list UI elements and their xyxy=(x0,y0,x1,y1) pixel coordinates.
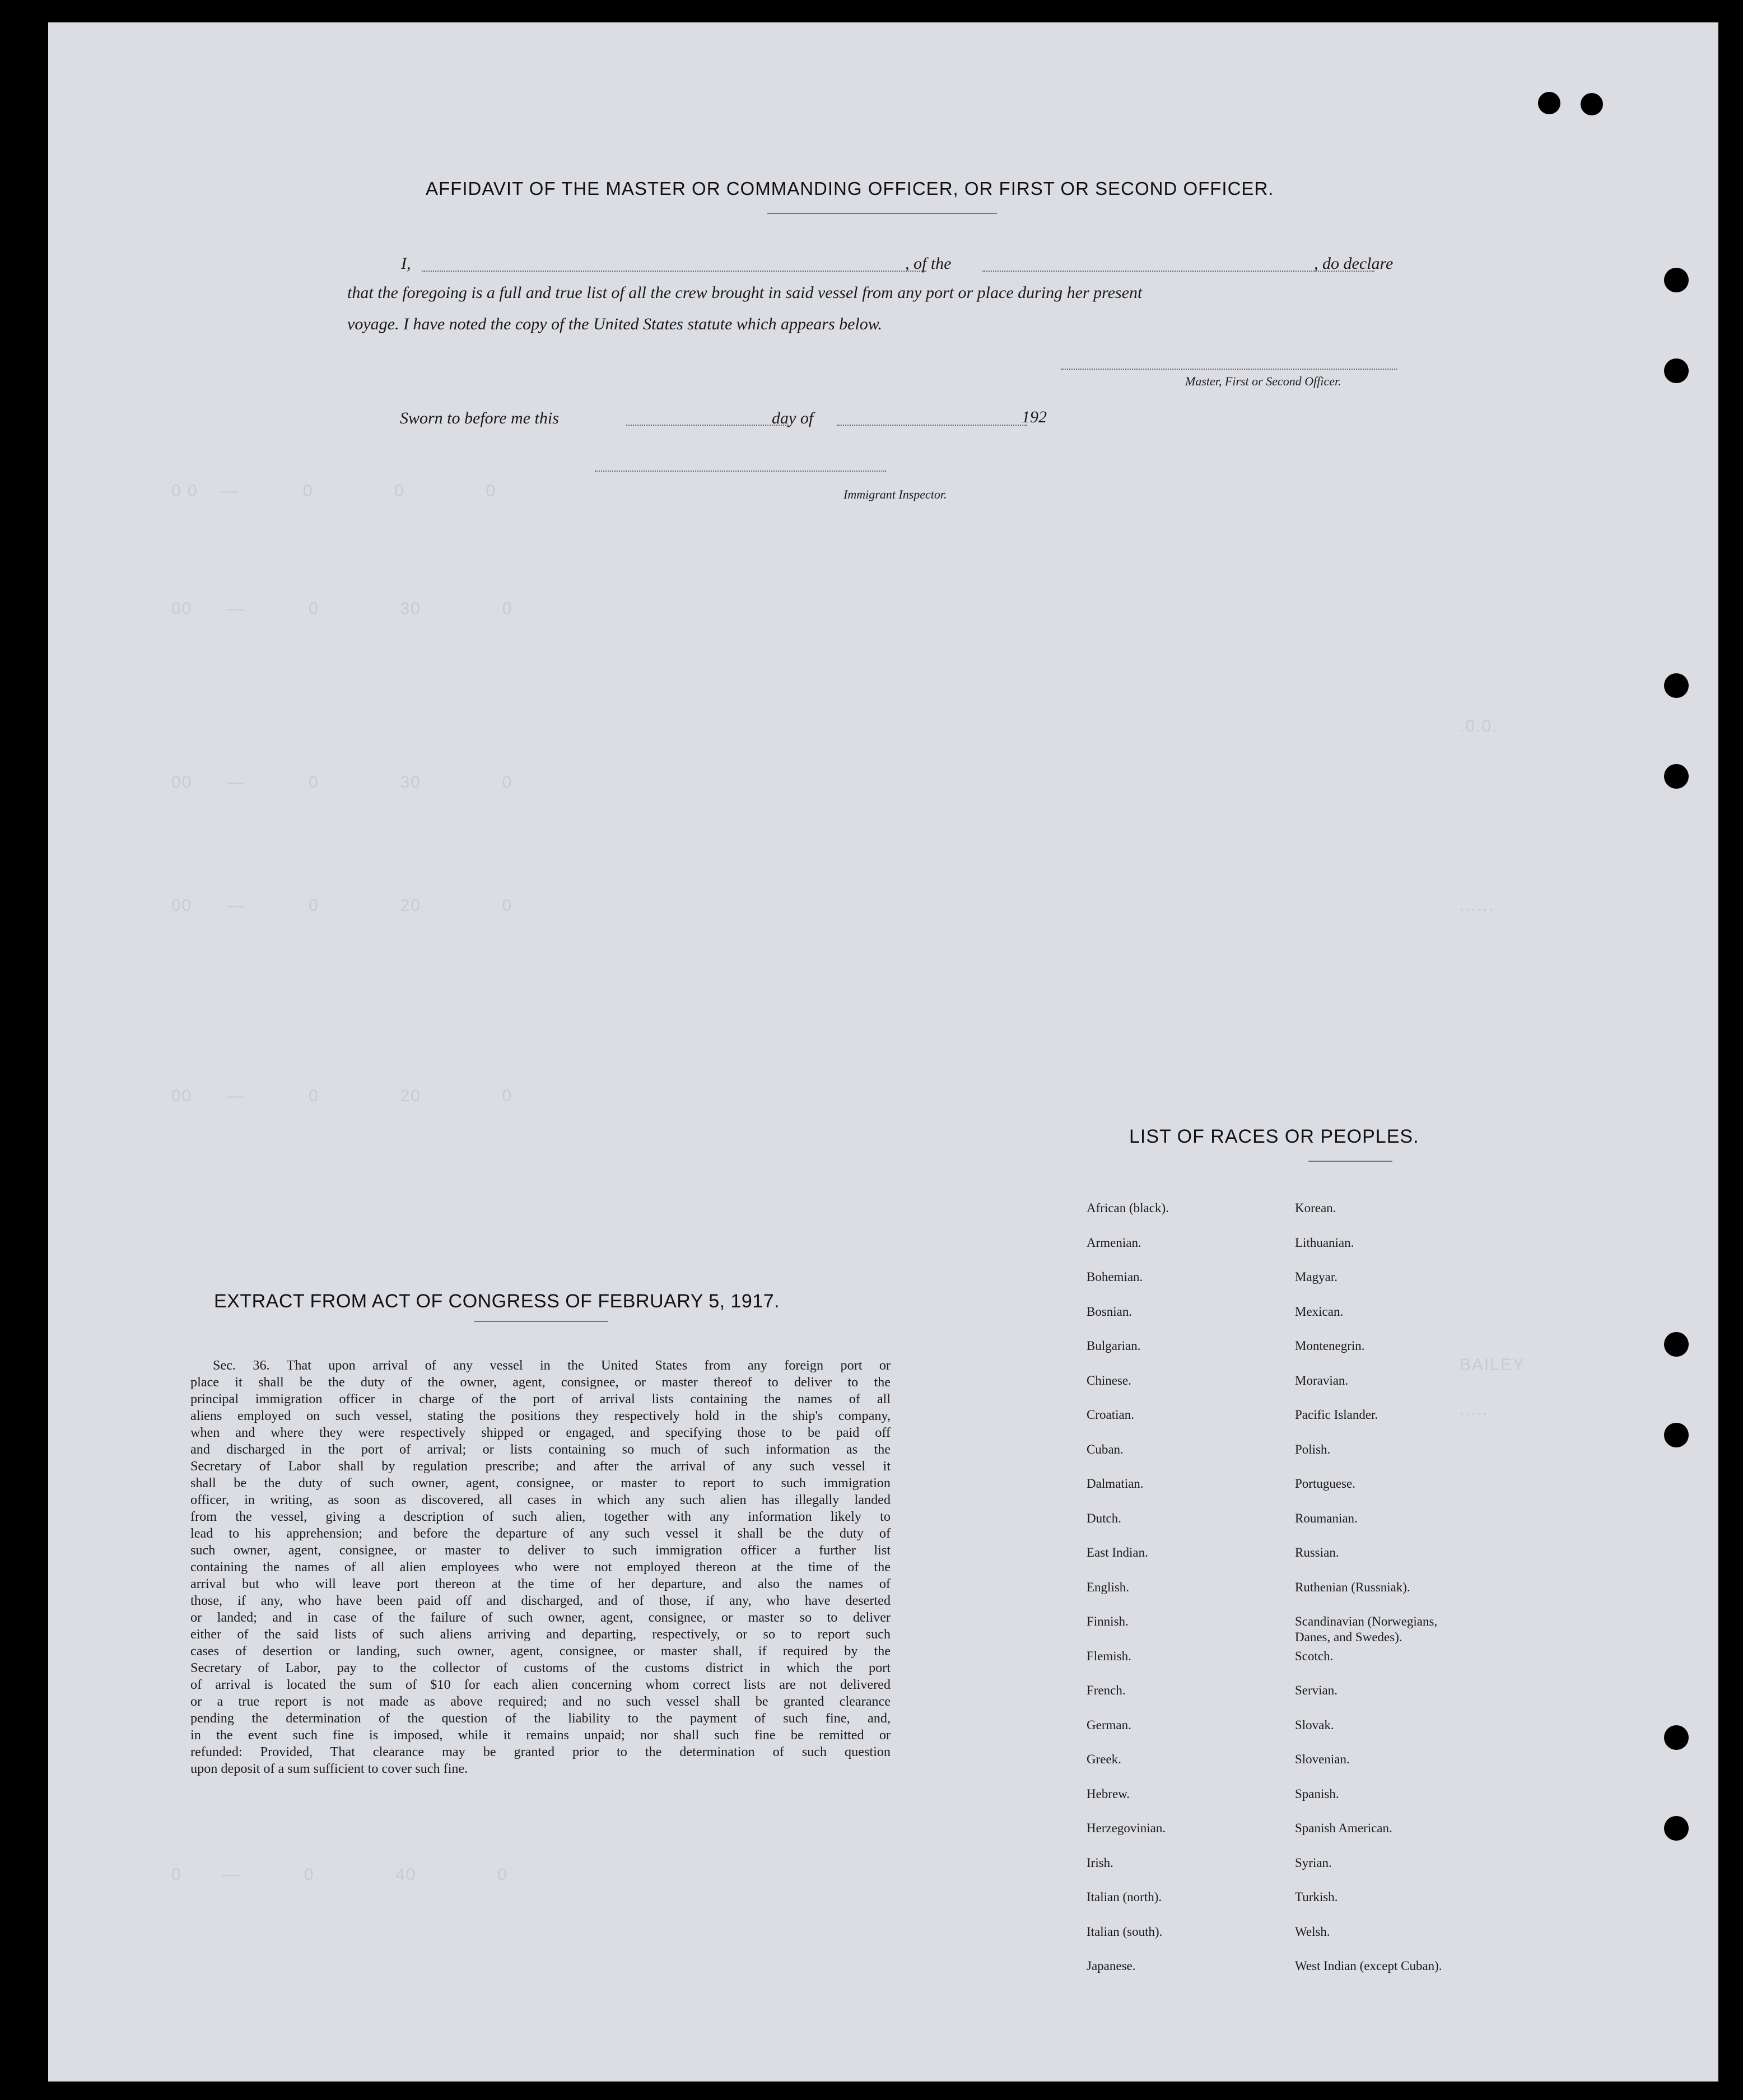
extract-line: officer, in writing, as soon as discovered, all cases in which any such alien has illegally landed xyxy=(190,1492,891,1507)
race-item: Bosnian. xyxy=(1087,1304,1133,1319)
race-item: Moravian. xyxy=(1295,1373,1349,1387)
extract-line: pending the determination of the question of the liability to the payment of such fine, and, xyxy=(190,1711,891,1726)
race-item: African (black). xyxy=(1087,1201,1169,1215)
race-item: English. xyxy=(1087,1580,1130,1594)
extract-line: arrival but who will leave port thereon at the time of her departure, and also the names of xyxy=(190,1576,891,1591)
extract-line: Sec. 36. That upon arrival of any vessel in the United States from any foreign port or xyxy=(213,1358,891,1373)
race-item: Syrian. xyxy=(1295,1855,1332,1870)
day-of-label: day of xyxy=(772,409,814,427)
extract-line: lead to his apprehension; and before the departure of any such vessel it shall be the duty of xyxy=(190,1526,891,1541)
extract-line: and discharged in the port of arrival; or lists containing so much of such information as the xyxy=(190,1442,891,1457)
race-item: Flemish. xyxy=(1087,1649,1131,1663)
extract-line: refunded: Provided, That clearance may be granted prior to the determination of such question xyxy=(190,1744,891,1759)
extract-line: shall be the duty of such owner, agent, consignee, or master to report to such immigration xyxy=(190,1475,891,1491)
race-item: Scandinavian (Norwegians, xyxy=(1295,1614,1438,1628)
race-item: Montenegrin. xyxy=(1295,1339,1365,1353)
race-item: Bulgarian. xyxy=(1087,1339,1141,1353)
sworn-day-field[interactable] xyxy=(626,425,789,426)
race-item: German. xyxy=(1087,1717,1131,1732)
race-item: Ruthenian (Russniak). xyxy=(1295,1580,1410,1594)
extract-line: upon deposit of a sum sufficient to cover such fine. xyxy=(190,1761,468,1776)
race-item: Slovenian. xyxy=(1295,1752,1350,1766)
extract-line: Secretary of Labor, pay to the collector of customs of the customs district in which the port xyxy=(190,1660,891,1675)
master-name-field[interactable] xyxy=(422,271,926,272)
extract-line: of arrival is located the sum of $10 for each alien concerning whom correct lists are not delivered xyxy=(190,1677,891,1692)
race-item: Greek. xyxy=(1087,1752,1121,1766)
race-item: Lithuanian. xyxy=(1295,1235,1354,1250)
race-item: Scotch. xyxy=(1295,1649,1334,1663)
race-item: Finnish. xyxy=(1087,1614,1129,1628)
race-item: Russian. xyxy=(1295,1545,1339,1559)
race-item: Cuban. xyxy=(1087,1442,1124,1456)
race-item: East Indian. xyxy=(1087,1545,1148,1559)
year-prefix: 192 xyxy=(1022,408,1047,426)
extract-line: in the event such fine is imposed, while it remains unpaid; nor shall such fine be remitted or xyxy=(190,1728,891,1743)
extract-title-underline xyxy=(474,1321,608,1322)
extract-line: those, if any, who have been paid off and discharged, and of those, if any, who have deserted xyxy=(190,1593,891,1608)
race-item: Turkish. xyxy=(1295,1890,1338,1904)
affidavit-of-the-label: , of the xyxy=(905,254,952,273)
affidavit-title: AFFIDAVIT OF THE MASTER OR COMMANDING OFFICER, OR FIRST OR SECOND OFFICER. xyxy=(426,178,1274,199)
extract-title: EXTRACT FROM ACT OF CONGRESS OF FEBRUARY 5, 1917. xyxy=(214,1291,780,1312)
sworn-month-field[interactable] xyxy=(837,425,1027,426)
extract-body xyxy=(190,1357,891,1777)
extract-line: aliens employed on such vessel, stating the positions they respectively hold in the ship's company, xyxy=(190,1408,891,1423)
race-item: Welsh. xyxy=(1295,1924,1330,1939)
extract-line: or a true report is not made as above required; and no such vessel shall be granted clearance xyxy=(190,1694,891,1709)
race-item: Chinese. xyxy=(1087,1373,1131,1387)
affidavit-line-2: that the foregoing is a full and true list of all the crew brought in said vessel from any port or place during her present xyxy=(347,283,1143,302)
affidavit-i-label: I, xyxy=(401,254,411,273)
races-title-underline xyxy=(1308,1161,1392,1162)
race-item: Slovak. xyxy=(1295,1717,1334,1732)
race-item: Portuguese. xyxy=(1295,1477,1355,1491)
race-item: Pacific Islander. xyxy=(1295,1408,1378,1422)
inspector-caption: Immigrant Inspector. xyxy=(843,487,947,501)
race-item: French. xyxy=(1087,1683,1126,1697)
race-item: Magyar. xyxy=(1295,1270,1338,1284)
document-page xyxy=(48,22,1718,2082)
affidavit-do-declare-label: , do declare xyxy=(1314,254,1394,273)
extract-line: containing the names of all alien employees who were not employed thereon at the time of the xyxy=(190,1559,891,1575)
race-item: Herzegovinian. xyxy=(1087,1821,1166,1835)
affidavit-line-3: voyage. I have noted the copy of the United States statute which appears below. xyxy=(347,315,883,333)
extract-line: principal immigration officer in charge of the port of arrival lists containing the names of all xyxy=(190,1391,891,1407)
race-item: Korean. xyxy=(1295,1201,1336,1215)
race-item: Dalmatian. xyxy=(1087,1477,1144,1491)
race-item: Roumanian. xyxy=(1295,1511,1358,1525)
race-item: Danes, and Swedes). xyxy=(1295,1630,1402,1644)
race-item: Mexican. xyxy=(1295,1304,1344,1319)
inspector-signature-field[interactable] xyxy=(595,471,886,472)
extract-line: when and where they were respectively shipped or engaged, and specifying those to be paid off xyxy=(190,1425,891,1440)
races-title: LIST OF RACES OR PEOPLES. xyxy=(1129,1126,1419,1147)
race-item: Bohemian. xyxy=(1087,1270,1143,1284)
race-item: Armenian. xyxy=(1087,1235,1141,1250)
race-item: Servian. xyxy=(1295,1683,1338,1697)
officer-signature-field[interactable] xyxy=(1061,369,1397,370)
affidavit-title-underline xyxy=(767,213,997,214)
sworn-label: Sworn to before me this xyxy=(400,409,559,427)
race-item: Italian (north). xyxy=(1087,1890,1162,1904)
show-through-bleed: 0 0 — 0 0 0 00 — 0 30 0 00 — 0 30 0 00 — 0 20 0 00 — 0 20 0 .0.0. ...... BAILEY ..... 0 — 0 40 0 xyxy=(171,482,1526,1884)
race-item: Dutch. xyxy=(1087,1511,1121,1525)
extract-line: such owner, agent, consignee, or master to deliver to such immigration officer a further list xyxy=(190,1543,891,1558)
race-item: Japanese. xyxy=(1087,1959,1136,1973)
extract-line: either of the said lists of such aliens arriving and departing, respectively, or so to report such xyxy=(190,1627,891,1642)
race-item: Hebrew. xyxy=(1087,1786,1130,1801)
race-item: Irish. xyxy=(1087,1855,1113,1870)
extract-line: place it shall be the duty of the owner, agent, consignee, or master thereof to deliver to the xyxy=(190,1375,891,1390)
extract-line: or landed; and in case of the failure of such owner, agent, consignee, or master so to deliver xyxy=(190,1610,891,1625)
extract-line: from the vessel, giving a description of such alien, together with any information likely to xyxy=(190,1509,891,1524)
race-item: Spanish American. xyxy=(1295,1821,1392,1835)
race-item: Spanish. xyxy=(1295,1786,1339,1801)
extract-line: Secretary of Labor shall by regulation prescribe; and after the arrival of any such vessel it xyxy=(190,1459,891,1474)
race-item: West Indian (except Cuban). xyxy=(1295,1959,1442,1973)
extract-line: cases of desertion or landing, such owner, agent, consignee, or master shall, if required by the xyxy=(190,1643,891,1659)
race-item: Italian (south). xyxy=(1087,1924,1163,1939)
race-item: Croatian. xyxy=(1087,1408,1134,1422)
race-item: Polish. xyxy=(1295,1442,1331,1456)
officer-signature-caption: Master, First or Second Officer. xyxy=(1185,374,1341,388)
